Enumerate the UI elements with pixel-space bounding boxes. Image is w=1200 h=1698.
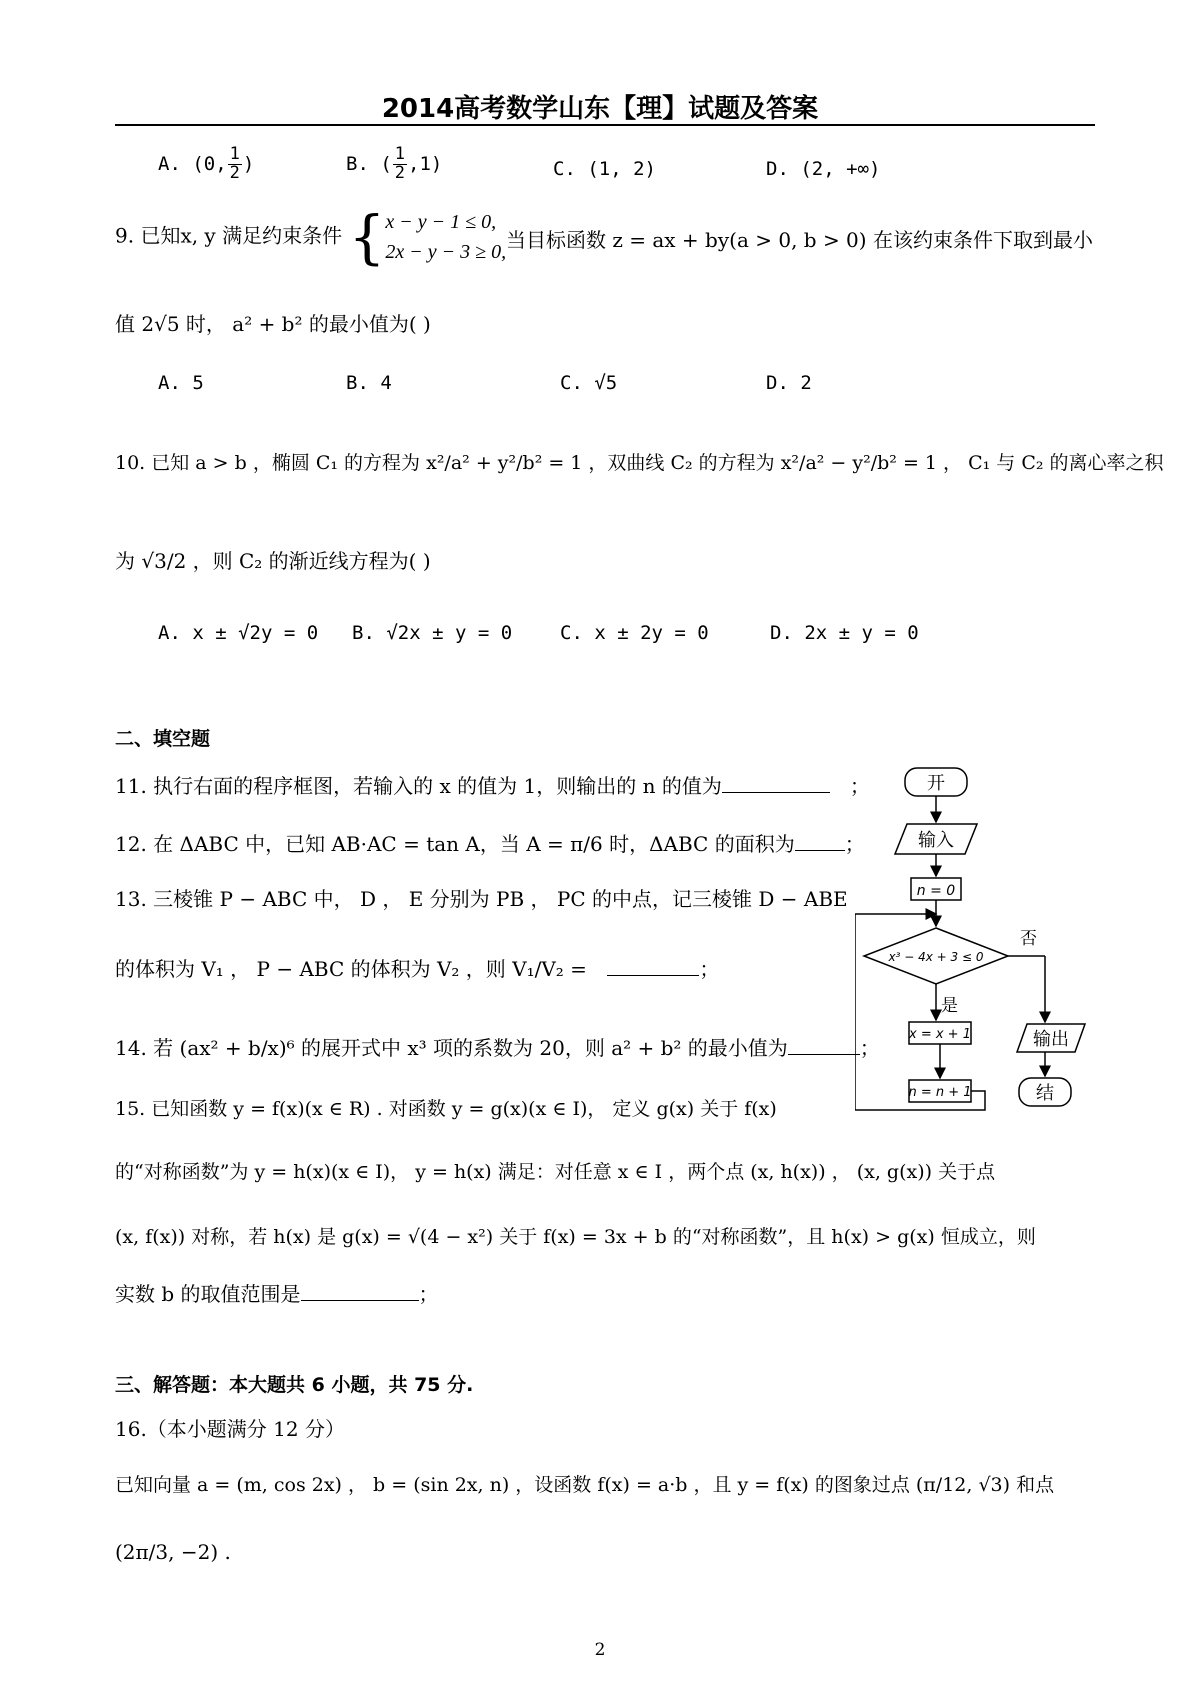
flow-init-label: n = 0 (916, 883, 956, 899)
header-rule (115, 124, 1095, 126)
q12: 12. 在 ΔABC 中，已知 AB·AC = tan A，当 A = π/6 时，ΔABC 的面积为 ； (115, 832, 865, 856)
q16-head: 16.（本小题满分 12 分） (115, 1417, 345, 1441)
flow-input-label: 输入 (918, 830, 954, 851)
q15-line4: 实数 b 的取值范围是 ； (115, 1282, 439, 1306)
q8-option-b: B. ( $\frac{1}{2}$ ,1) (346, 144, 443, 183)
program-flowchart (855, 760, 1095, 1120)
q15-line1: 15. 已知函数 y = f(x)(x ∈ R) . 对函数 y = g(x)(x ∈ I)， 定义 g(x) 关于 f(x) (115, 1098, 777, 1120)
q8-option-a: A. (0, $\frac{1}{2}$ ) (158, 144, 255, 183)
q9-stem: 9. 已知x, y 满足约束条件 { x − y − 1 ≤ 0, 2x − y − 3 ≥ 0, (115, 203, 507, 271)
flow-decision-label: x³ − 4x + 3 ≤ 0 (888, 950, 984, 964)
q13-line1: 13. 三棱锥 P − ABC 中， D ， E 分别为 PB ， PC 的中点，记三棱锥 D − ABE (115, 887, 848, 911)
flow-step-n-label: n = n + 1 (908, 1085, 972, 1100)
q8-option-d: D. (2, +∞) (766, 158, 881, 180)
section-fill-in-title: 二、填空题 (115, 728, 211, 750)
q9-text1: 当目标函数 z = ax + by(a > 0, b > 0) 在该约束条件下取到最小 (506, 228, 1093, 252)
q8-option-c: C. (1, 2) (553, 158, 656, 180)
q16-line1: 已知向量 a = (m, cos 2x) ， b = (sin 2x, n) ，设函数 f(x) = a·b ，且 y = f(x) 的图象过点 (π/12, √3) 和点 (115, 1474, 1055, 1496)
page-number: 2 (594, 1640, 606, 1660)
flow-output-label: 输出 (1033, 1029, 1069, 1050)
q13-line2: 的体积为 V₁ ， P − ABC 的体积为 V₂ ，则 V₁/V₂ = ； (115, 957, 720, 981)
q10-line1: 10. 已知 a > b ，椭圆 C₁ 的方程为 x²/a² + y²/b² = 1 ，双曲线 C₂ 的方程为 x²/a² − y²/b² = 1 ， C₁ 与 C₂ 的离心率之积 (115, 452, 1164, 474)
q9-option-d: D. 2 (766, 372, 812, 394)
q9-option-b: B. 4 (346, 372, 392, 394)
section-solve-title: 三、解答题：本大题共 6 小题，共 75 分. (115, 1374, 474, 1396)
q10-option-a: A. x ± √2y = 0 (158, 622, 319, 644)
flow-end-label: 结 (1036, 1083, 1054, 1104)
q9-option-a: A. 5 (158, 372, 204, 394)
flow-yes-label: 是 (941, 996, 958, 1016)
flow-start-label: 开 (927, 773, 945, 794)
q9-text2: 值 2√5 时， a² + b² 的最小值为( ) (115, 312, 431, 336)
q10-option-c: C. x ± 2y = 0 (560, 622, 709, 644)
q15-line2: 的“对称函数”为 y = h(x)(x ∈ I)， y = h(x) 满足：对任意 x ∈ I ，两个点 (x, h(x)) ， (x, g(x)) 关于点 (115, 1161, 996, 1183)
page-title: 2014高考数学山东【理】试题及答案 (381, 94, 819, 124)
q16-line2: (2π/3, −2) . (115, 1540, 231, 1564)
q10-option-d: D. 2x ± y = 0 (770, 622, 919, 644)
flow-step-x-label: x = x + 1 (909, 1027, 971, 1042)
q10-option-b: B. √2x ± y = 0 (352, 622, 513, 644)
q9-option-c: C. √5 (560, 372, 618, 394)
q15-line3: (x, f(x)) 对称，若 h(x) 是 g(x) = √(4 − x²) 关于 f(x) = 3x + b 的“对称函数”，且 h(x) > g(x) 恒成立，则 (115, 1226, 1036, 1248)
flow-no-label: 否 (1020, 929, 1037, 949)
q11: 11. 执行右面的程序框图，若输入的 x 的值为 1，则输出的 n 的值为 ； (115, 774, 870, 798)
q10-line2: 为 √3/2 ，则 C₂ 的渐近线方程为( ) (115, 549, 431, 573)
q14: 14. 若 (ax² + b/x)⁶ 的展开式中 x³ 项的系数为 20，则 a² + b² 的最小值为 ； (115, 1036, 880, 1060)
